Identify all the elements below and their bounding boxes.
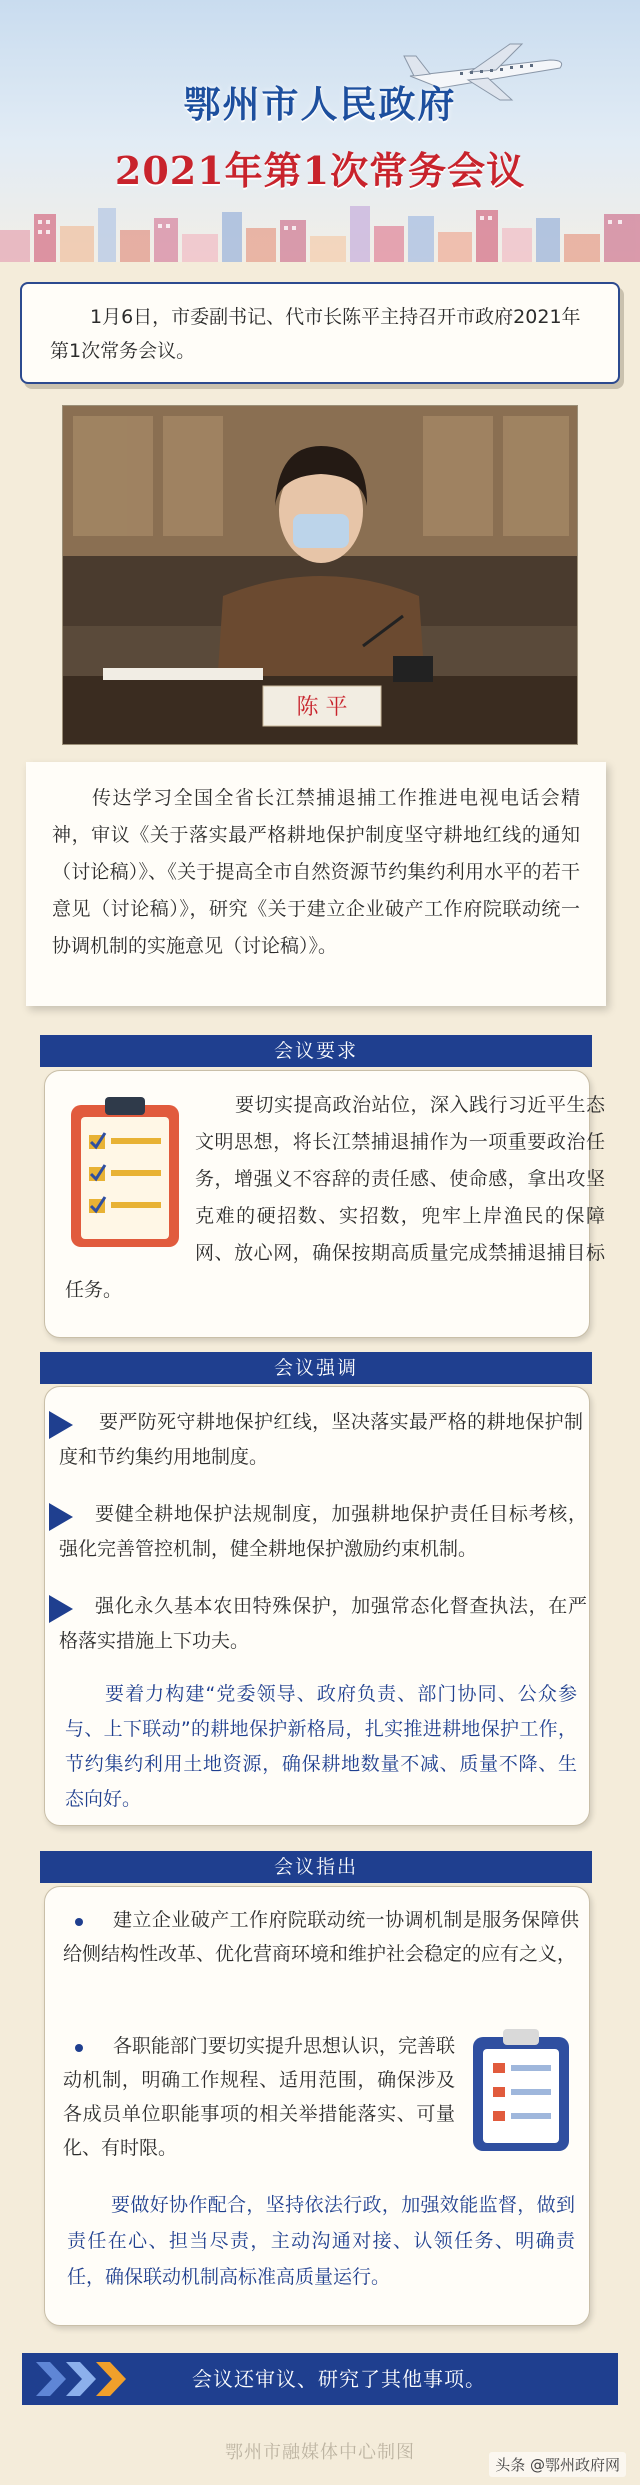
nameplate-text: 陈 平 [296, 695, 348, 720]
points-card [44, 1886, 590, 2326]
points-item: 各职能部门要切实提升思想认识，完善联动机制，明确工作规程、适用范围，确保涉及各成员单位职能事项的相关举措能落实、可量化、有时限。 [63, 2035, 456, 2159]
section-bar-emphasis: 会议强调 [40, 1352, 592, 1384]
city-skyline-decoration [0, 200, 640, 262]
points-item: 建立企业破产工作府院联动统一协调机制是服务保障供给侧结构性改革、优化营商环境和维护社会稳定的应有之义， [63, 1909, 579, 1965]
section-bar-requirements: 会议要求 [40, 1035, 592, 1067]
intro-box: 1月6日，市委副书记、代市长陈平主持召开市政府2021年第1次常务会议。 [20, 282, 620, 384]
closing-text: 会议还审议、研究了其他事项。 [192, 2367, 486, 2391]
meeting-photo [62, 405, 578, 745]
header-banner [0, 0, 640, 262]
clipboard-icon [469, 2027, 573, 2155]
requirements-body: 要切实提高政治站位，深入践行习近平生态文明思想，将长江禁捕退捕作为一项重要政治任务，增强义不容辞的责任感、使命感，拿出攻坚克难的硬招数、实招数，兜牢上岸渔民的保障网、放心网，确保按期高质量完成禁捕退捕目标任务。 [65, 1094, 605, 1301]
closing-bar [22, 2353, 618, 2405]
chevron-right-icon [36, 2362, 146, 2396]
requirements-card [44, 1070, 605, 1338]
emphasis-item: 要健全耕地保护法规制度，加强耕地保护责任目标考核，强化完善管控机制，健全耕地保护激励约束机制。 [59, 1503, 587, 1560]
summary-paragraph: 传达学习全国全省长江禁捕退捕工作推进电视电话会精神，审议《关于落实最严格耕地保护制度坚守耕地红线的通知（讨论稿）》、《关于提高全市自然资源节约集约利用水平的若干意见（讨论稿）》，研究《关于建立企业破产工作府院联动统一协调机制的实施意见（讨论稿）》。 [26, 762, 606, 1006]
emphasis-item: 要严防死守耕地保护红线，坚决落实最严格的耕地保护制度和节约集约用地制度。 [59, 1411, 583, 1468]
watermark-text: 头条 @鄂州政府网 [489, 2452, 626, 2477]
header-meeting-title: 2021年第1次常务会议 [114, 148, 526, 193]
emphasis-highlight: 要着力构建“党委领导、政府负责、部门协同、公众参与、上下联动”的耕地保护新格局，扎实推进耕地保护工作，节约集约利用土地资源，确保耕地数量不减、质量不降、生态向好。 [65, 1683, 577, 1810]
header-org-title: 鄂州市人民政府 [183, 83, 457, 126]
credit-text: 鄂州市融媒体中心制图 [225, 2442, 415, 2463]
emphasis-card [44, 1386, 590, 1826]
points-highlight: 要做好协作配合，坚持依法行政，加强效能监督，做到责任在心、担当尽责，主动沟通对接、认领任务、明确责任，确保联动机制高标准高质量运行。 [67, 2194, 575, 2288]
emphasis-item: 强化永久基本农田特殊保护，加强常态化督查执法，在严格落实措施上下功夫。 [59, 1595, 587, 1652]
section-bar-points: 会议指出 [40, 1851, 592, 1883]
